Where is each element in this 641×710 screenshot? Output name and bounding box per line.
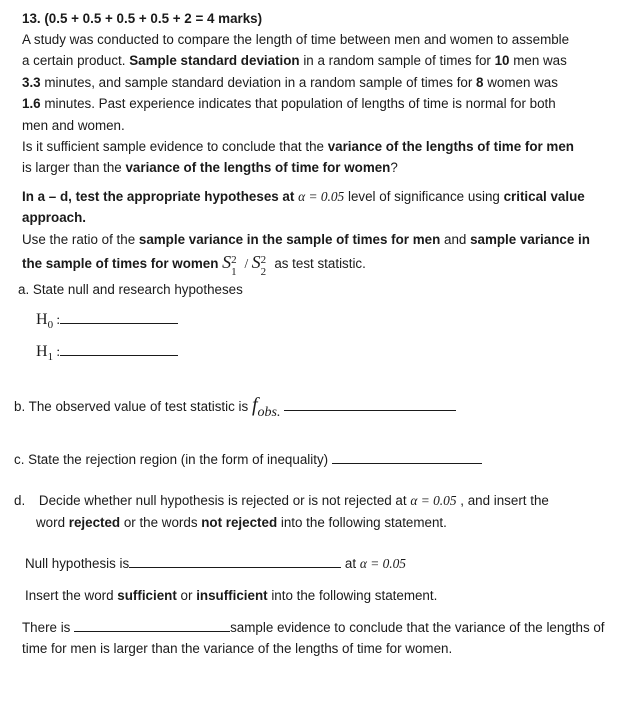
insert-word-text: or [176,588,197,603]
h1-row [36,343,178,366]
instructions-bold: sample variance in the sample of times for men [138,232,441,247]
part-d-line-2 [36,514,447,532]
insert-word-text: into the following statement. [267,588,438,603]
conclusion-text: sample evidence to conclude that the variance of the lengths of [230,620,605,635]
ratio-sub-1: 1 [231,266,237,279]
part-b-text: b. The observed value of test statistic is [14,399,252,414]
question-text: Is it sufficient sample evidence to conclude that the [22,139,328,154]
h0-row [36,311,178,334]
part-d-text: word [36,515,69,530]
h0-colon: : [53,312,61,327]
h0-answer-blank[interactable] [60,311,178,324]
conclusion-text: There is [22,620,75,635]
ratio-denominator-s: S [251,252,261,272]
h0-symbol: $H_0$ [36,311,54,332]
question-line-1 [22,138,574,156]
alpha-expression: α = 0.05 [410,493,457,508]
insert-word-bold: sufficient [117,588,177,603]
part-c-row [14,451,482,469]
conclusion-line-2: time for men is larger than the variance of the lengths of time for women. [22,641,453,656]
ratio-numerator-indices [231,254,239,279]
insert-word-text: Insert the word [25,588,118,603]
null-decision-blank[interactable] [129,555,341,568]
alpha-expression: α = 0.05 [298,189,345,204]
rejection-region-blank[interactable] [332,451,482,464]
null-statement-text: Null hypothesis is [25,556,130,571]
part-c-text: c. State the rejection region (in the form of inequality) [14,452,332,467]
instructions-line-4 [22,252,366,279]
ratio-separator: / [241,256,252,271]
instructions-text: and [440,232,471,247]
instructions-text: level of significance using [344,189,504,204]
f-obs-symbol: $f_{obs.}$ [251,394,281,420]
null-statement-at: at [341,556,360,571]
intro-line-5: men and women. [22,118,125,133]
instructions-line-2: approach. [22,210,86,225]
question-bold: variance of the lengths of time for men [327,139,574,154]
part-d-text: or the words [120,515,202,530]
intro-text: minutes. Past experience indicates that population of lengths of time is normal for both [40,96,556,111]
part-d-label: d. [14,493,26,508]
question-text: is larger than the [22,160,126,175]
men-std-dev: 3.3 [22,75,41,90]
question-bold: variance of the lengths of time for women [125,160,391,175]
part-d-text: Decide whether null hypothesis is rejected or is not rejected at [38,493,411,508]
women-std-dev: 1.6 [22,96,41,111]
null-statement-row [25,555,406,573]
intro-line-1: A study was conducted to compare the length of time between men and women to assemble [22,32,570,47]
part-d-line-1 [14,492,549,510]
intro-text: a certain product. [22,53,130,68]
ratio-sub-2: 2 [260,266,267,279]
conclusion-line-1 [22,619,605,637]
instructions-bold: In a – d, test the appropriate hypotheses at [22,189,299,204]
ratio-numerator-s: S [222,252,232,272]
question-header: 13. (0.5 + 0.5 + 0.5 + 0.5 + 2 = 4 marks) [22,11,263,26]
instructions-bold: sample variance in [470,232,590,247]
instructions-text: as test statistic. [270,256,366,271]
h1-colon: : [53,344,61,359]
question-text: ? [390,160,398,175]
instructions-line-1 [22,188,585,206]
part-d-bold: not rejected [201,515,278,530]
f-obs-answer-blank[interactable] [284,398,456,411]
intro-bold: Sample standard deviation [129,53,300,68]
instructions-bold: critical value [503,189,585,204]
insert-word-row [25,587,437,605]
ratio-sup: 2 [231,254,237,267]
women-sample-size: 8 [476,75,484,90]
men-sample-size: 10 [494,53,510,68]
insert-word-bold: insufficient [196,588,268,603]
question-line-2 [22,159,398,177]
ratio-sup: 2 [260,254,267,267]
intro-text: minutes, and sample standard deviation in a random sample of times for [40,75,477,90]
h1-answer-blank[interactable] [60,343,178,356]
part-a-label: a. State null and research hypotheses [18,282,243,297]
intro-text: in a random sample of times for [299,53,495,68]
intro-line-2 [22,52,567,70]
instructions-text: Use the ratio of the [22,232,139,247]
instructions-bold: the sample of times for women [22,256,219,271]
instructions-line-3 [22,231,590,249]
part-b-row [14,396,456,422]
part-d-text: into the following statement. [277,515,447,530]
intro-text: men was [509,53,567,68]
h1-symbol: $H_1$ [36,343,54,364]
intro-line-4 [22,95,556,113]
ratio-denominator-indices [260,254,269,279]
intro-line-3 [22,74,558,92]
intro-text: women was [483,75,558,90]
part-d-text: , and insert the [456,493,549,508]
sufficiency-blank[interactable] [74,619,230,632]
part-d-bold: rejected [68,515,121,530]
alpha-expression: α = 0.05 [359,556,407,571]
